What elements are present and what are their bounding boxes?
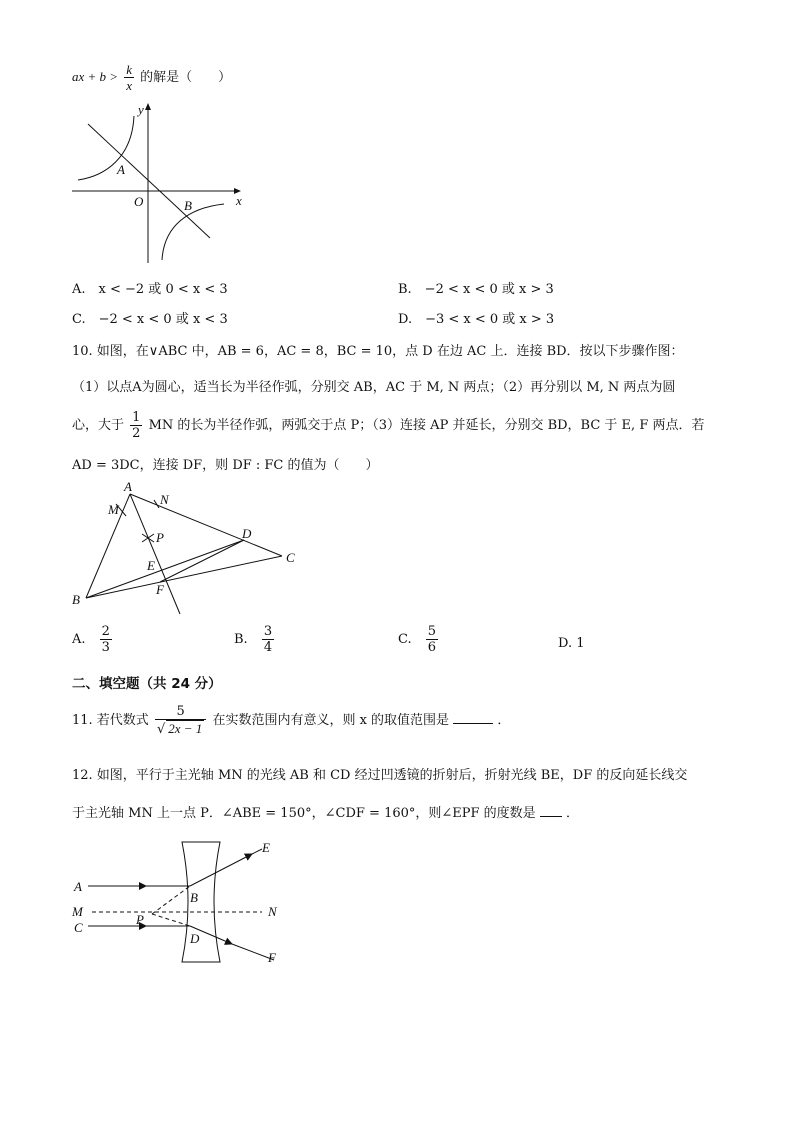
q11-radicand: 2x − 1 [168, 721, 203, 736]
q12-back-pd [152, 914, 190, 926]
q10-line3-pre: 心，大于 [72, 418, 125, 433]
q11 [72, 704, 510, 737]
q12-back-pb [152, 886, 190, 914]
q10-figure [64, 478, 314, 618]
q10-option-a-num: 2 [101, 624, 110, 639]
q9-line [88, 124, 210, 238]
q10-label-p: P [156, 530, 164, 545]
q10-option-b-num: 3 [263, 624, 273, 639]
q10-label-n: N [160, 492, 169, 507]
q9-stem-lhs: ax + b > [72, 69, 119, 84]
q11-frac-den [155, 719, 206, 737]
q10-line3-post: MN 的长为半径作弧，两弧交于点 P；（3）连接 AP 并延长，分别交 BD，BC 于 E, F 两点．若 [148, 418, 705, 433]
q9-label-o: O [134, 194, 144, 209]
q9-frac-den: x [126, 78, 132, 93]
q9-graph [60, 98, 260, 268]
q12-label-a: A [74, 879, 82, 894]
q10-option-b-label: B. [234, 632, 248, 647]
q10-ap [130, 494, 180, 614]
q10-ac [130, 494, 282, 556]
q10-option-a [72, 624, 114, 655]
q9-option-d: D. −3 < x < 0 或 x > 3 [398, 312, 555, 327]
q12-label-p: P [136, 912, 144, 927]
q10-option-c-den: 6 [427, 640, 437, 655]
q9-hyperbola-left [78, 116, 134, 180]
q10-option-c-label: C. [398, 632, 412, 647]
q12-label-m: M [72, 904, 83, 919]
q9-label-b: B [184, 198, 192, 213]
q9-hyperbola-right [162, 204, 224, 260]
q12-label-f: F [268, 950, 276, 965]
q9-option-a: A. x < −2 或 0 < x < 3 [72, 282, 228, 297]
q12-figure [66, 836, 296, 970]
q12-line1: 12. 如图，平行于主光轴 MN 的光线 AB 和 CD 经过凹透镜的折射后，折射光线 BE，DF 的反向延长线交 [72, 768, 688, 783]
q12-label-e: E [262, 840, 270, 855]
q10-option-c-frac [426, 624, 438, 655]
q10-line2: （1）以点A为圆心，适当长为半径作弧，分别交 AB，AC 于 M, N 两点；（2）再分别以 M, N 两点为圆 [72, 380, 676, 395]
q11-frac-num: 5 [176, 704, 185, 719]
q10-option-d: D. 1 [558, 636, 585, 651]
q10-half-fraction [130, 410, 142, 441]
q10-line4: AD = 3DC，连接 DF，则 DF : FC 的值为（ ） [72, 458, 379, 473]
q10-label-e: E [147, 558, 155, 573]
q12-label-n: N [268, 904, 277, 919]
q12-label-d: D [190, 931, 200, 946]
q11-answer-blank[interactable] [453, 711, 493, 724]
q9-label-a: A [117, 162, 125, 177]
q9-label-y: y [138, 102, 144, 117]
q10-label-d: D [242, 526, 252, 541]
q10-half-den: 2 [132, 426, 141, 441]
q12-answer-blank[interactable] [540, 804, 562, 817]
q10-half-num: 1 [132, 410, 141, 425]
q9-stem-fraction [124, 62, 134, 93]
q12-concave-lens [182, 842, 220, 962]
q10-option-b-den: 4 [263, 640, 273, 655]
q12-label-b: B [190, 890, 198, 905]
q11-post: 在实数范围内有意义，则 x 的取值范围是 [212, 713, 450, 728]
q10-option-c [398, 624, 440, 655]
q12-line2 [72, 802, 579, 821]
q10-option-b-frac [262, 624, 274, 655]
q10-line1: 10. 如图，在∨ABC 中，AB = 6，AC = 8，BC = 10，点 D 在边 AC 上．连接 BD．按以下步骤作图： [72, 344, 684, 359]
q10-df [160, 540, 244, 582]
q10-label-c: C [286, 550, 295, 565]
q10-option-a-frac [100, 624, 112, 655]
q9-stem-tail: 的解是（ ） [140, 70, 232, 85]
q11-pre: 11. 若代数式 [72, 713, 149, 728]
q10-option-b [234, 624, 276, 655]
q12-line2-pre: 于主光轴 MN 上一点 P．∠ABE = 150°，∠CDF = 160°，则∠EPF 的度数是 [72, 806, 536, 821]
q10-option-c-num: 5 [427, 624, 437, 639]
q9-label-x: x [236, 193, 242, 208]
q10-line3 [72, 410, 704, 441]
q11-fraction [155, 704, 206, 737]
section2-title: 二、填空题（共 24 分） [72, 676, 222, 692]
q12-label-c: C [74, 920, 83, 935]
q10-label-m: M [108, 502, 119, 517]
q9-option-c: C. −2 < x < 0 或 x < 3 [72, 312, 228, 327]
q9-frac-num: k [126, 62, 132, 77]
q10-option-a-label: A. [72, 632, 86, 647]
q12-ray-be-cont [252, 849, 262, 854]
q9-stem [72, 62, 231, 93]
q11-radical-sign: √ [156, 722, 166, 737]
q10-label-b: B [72, 592, 80, 607]
q10-option-a-den: 3 [101, 640, 110, 655]
q9-option-b: B. −2 < x < 0 或 x > 3 [398, 282, 554, 297]
q11-end: ． [497, 713, 511, 728]
q10-label-f: F [156, 582, 164, 597]
q12-line2-end: ． [565, 806, 579, 821]
q10-label-a: A [124, 479, 132, 494]
q12-ray-be [190, 854, 252, 886]
